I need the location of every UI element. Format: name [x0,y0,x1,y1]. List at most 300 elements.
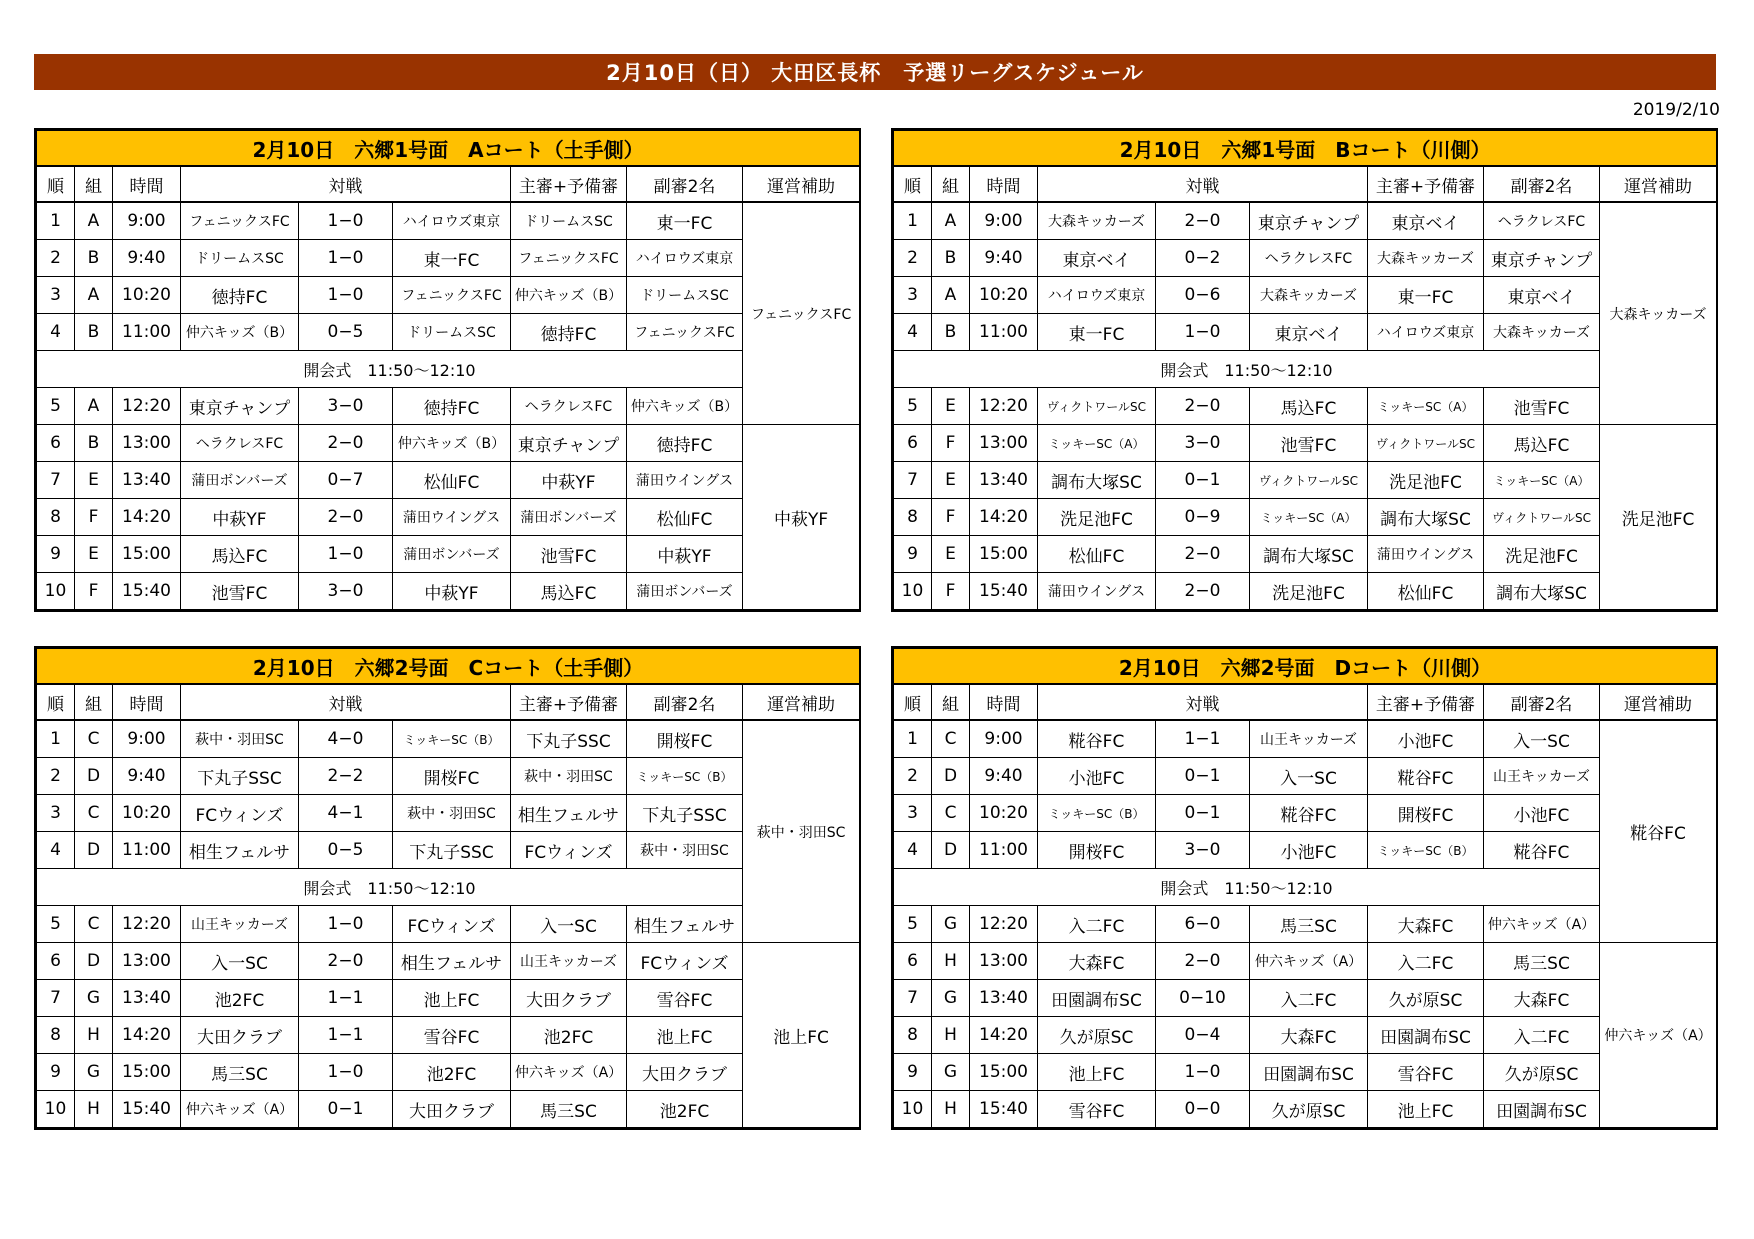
main-referee: 仲六キッズ（B） [511,277,627,314]
match-score: 0−2 [1156,240,1250,277]
match-time: 14:20 [113,499,181,536]
assistant-referees: 入一SC [1484,720,1600,758]
away-team: 池2FC [393,1054,511,1091]
assistant-referees: ミッキーSC（B） [627,758,743,795]
home-team: 田園調布SC [1038,980,1156,1017]
home-team: 糀谷FC [1038,720,1156,758]
away-team: 中萩YF [393,573,511,610]
match-score: 1−0 [299,906,393,943]
support-team: 仲六キッズ（A） [1600,943,1717,1128]
match-group: E [932,462,970,499]
match-group: H [75,1017,113,1054]
match-score: 4−0 [299,720,393,758]
order-header: 順 [37,166,75,202]
main-referee: ミッキーSC（B） [1368,832,1484,869]
group-header: 組 [75,166,113,202]
referee-header: 主審+予備審 [511,166,627,202]
time-header: 時間 [113,166,181,202]
home-team: 洗足池FC [1038,499,1156,536]
main-referee: 池雪FC [511,536,627,573]
home-team: 中萩YF [181,499,299,536]
support-team: 大森キッカーズ [1600,202,1717,425]
assistant-referees: 洗足池FC [1484,536,1600,573]
referee-header: 主審+予備審 [511,684,627,720]
away-team: 相生フェルサ [393,943,511,980]
assistant-referees: ミッキーSC（A） [1484,462,1600,499]
assistant-referees: 糀谷FC [1484,832,1600,869]
table-row [894,388,1717,425]
match-group: F [932,573,970,610]
court-title: 2月10日 六郷1号面 Aコート（土手側） [37,131,860,167]
table-row [894,758,1717,795]
assistant-referees: 調布大塚SC [1484,573,1600,610]
opening-ceremony: 開会式 11:50～12:10 [37,869,743,906]
assistant-referees: 蒲田ウイングス [627,462,743,499]
main-referee: 開桜FC [1368,795,1484,832]
away-team: ドリームスSC [393,314,511,351]
home-team: 大森FC [1038,943,1156,980]
match-score: 2−0 [1156,573,1250,610]
match-order: 1 [37,202,75,240]
match-score: 2−0 [1156,536,1250,573]
match-order: 6 [894,425,932,462]
match-group: B [932,314,970,351]
main-referee: ヴィクトワールSC [1368,425,1484,462]
assistant-referees: 東京ベイ [1484,277,1600,314]
main-referee: 馬込FC [511,573,627,610]
away-team: ヘラクレスFC [1250,240,1368,277]
table-row [894,1091,1717,1128]
assistant-referees: 松仙FC [627,499,743,536]
match-time: 15:40 [113,1091,181,1128]
match-order: 8 [894,499,932,536]
main-referee: 入二FC [1368,943,1484,980]
table-row [37,202,860,240]
match-score: 0−7 [299,462,393,499]
match-time: 9:40 [113,758,181,795]
assistant-referees: フェニックスFC [627,314,743,351]
away-team: 徳持FC [393,388,511,425]
match-order: 9 [894,1054,932,1091]
match-score: 2−0 [299,499,393,536]
match-order: 7 [894,980,932,1017]
away-team: 大田クラブ [393,1091,511,1128]
match-time: 13:40 [970,980,1038,1017]
court-a-schedule [34,128,861,612]
match-order: 5 [37,388,75,425]
match-time: 12:20 [970,906,1038,943]
match-group: E [932,388,970,425]
match-group: H [75,1091,113,1128]
table-row [37,943,860,980]
match-score: 0−1 [1156,758,1250,795]
match-header: 対戦 [1038,166,1368,202]
time-header: 時間 [970,166,1038,202]
match-score: 0−5 [299,832,393,869]
referee-header: 主審+予備審 [1368,684,1484,720]
away-team: 萩中・羽田SC [393,795,511,832]
group-header: 組 [932,166,970,202]
main-referee: ハイロウズ東京 [1368,314,1484,351]
table-row [894,573,1717,610]
match-score: 2−0 [1156,388,1250,425]
main-referee: 入一SC [511,906,627,943]
match-group: E [75,536,113,573]
match-time: 9:00 [113,202,181,240]
match-time: 13:00 [113,943,181,980]
main-referee: 調布大塚SC [1368,499,1484,536]
table-row [37,462,860,499]
opening-ceremony: 開会式 11:50～12:10 [37,351,743,388]
match-group: C [75,720,113,758]
match-order: 5 [894,906,932,943]
match-time: 13:00 [970,943,1038,980]
match-group: H [932,943,970,980]
match-group: A [75,277,113,314]
match-group: E [932,536,970,573]
assistant-referees: 大森FC [1484,980,1600,1017]
match-time: 13:40 [970,462,1038,499]
home-team: 開桜FC [1038,832,1156,869]
table-row [894,943,1717,980]
assistant-referees: 徳持FC [627,425,743,462]
main-referee: 池2FC [511,1017,627,1054]
match-order: 4 [37,832,75,869]
main-referee: 中萩YF [511,462,627,499]
match-score: 0−4 [1156,1017,1250,1054]
table-row [37,720,860,758]
away-team: 雪谷FC [393,1017,511,1054]
home-team: ミッキーSC（B） [1038,795,1156,832]
match-order: 10 [37,573,75,610]
table-row [894,720,1717,758]
assistant-referees: 池雪FC [1484,388,1600,425]
main-referee: 久が原SC [1368,980,1484,1017]
main-referee: ミッキーSC（A） [1368,388,1484,425]
assistant-referees: 馬込FC [1484,425,1600,462]
match-time: 11:00 [970,832,1038,869]
match-time: 11:00 [113,832,181,869]
match-time: 10:20 [113,795,181,832]
match-order: 4 [37,314,75,351]
match-group: E [75,462,113,499]
match-score: 1−0 [1156,314,1250,351]
match-time: 10:20 [970,795,1038,832]
match-time: 9:00 [970,202,1038,240]
match-time: 15:00 [113,536,181,573]
table-row [894,499,1717,536]
away-team: ミッキーSC（B） [393,720,511,758]
support-team: フェニックスFC [743,202,860,425]
match-time: 11:00 [970,314,1038,351]
match-order: 1 [894,202,932,240]
main-referee: 蒲田ボンバーズ [511,499,627,536]
match-score: 1−0 [1156,1054,1250,1091]
match-order: 8 [894,1017,932,1054]
match-order: 2 [37,758,75,795]
main-referee: 東京チャンプ [511,425,627,462]
support-team: 池上FC [743,943,860,1128]
match-order: 4 [894,832,932,869]
match-order: 9 [37,1054,75,1091]
match-score: 1−0 [299,536,393,573]
table-row [37,277,860,314]
match-time: 9:40 [113,240,181,277]
match-group: B [75,314,113,351]
table-row [37,1054,860,1091]
main-referee: 大森FC [1368,906,1484,943]
match-group: C [75,795,113,832]
assistant-referees: 田園調布SC [1484,1091,1600,1128]
home-team: 雪谷FC [1038,1091,1156,1128]
home-team: ハイロウズ東京 [1038,277,1156,314]
home-team: 久が原SC [1038,1017,1156,1054]
match-group: B [75,240,113,277]
assistant-header: 副審2名 [1484,684,1600,720]
match-time: 15:40 [113,573,181,610]
page-title: 2月10日（日） 大田区長杯 予選リーグスケジュール [34,54,1716,90]
match-group: D [932,832,970,869]
home-team: 蒲田ボンバーズ [181,462,299,499]
ceremony-row [37,869,860,906]
away-team: 東京チャンプ [1250,202,1368,240]
assistant-referees: 開桜FC [627,720,743,758]
home-team: 入一SC [181,943,299,980]
match-group: H [932,1017,970,1054]
away-team: 東一FC [393,240,511,277]
support-header: 運営補助 [1600,684,1717,720]
assistant-referees: 大田クラブ [627,1054,743,1091]
assistant-referees: 山王キッカーズ [1484,758,1600,795]
match-group: F [932,425,970,462]
schedule-table [36,648,860,1128]
match-score: 0−1 [1156,462,1250,499]
match-score: 0−1 [1156,795,1250,832]
match-score: 2−2 [299,758,393,795]
away-team: フェニックスFC [393,277,511,314]
match-order: 10 [894,1091,932,1128]
schedule-table [893,130,1717,610]
away-team: 池上FC [393,980,511,1017]
main-referee: 東京ベイ [1368,202,1484,240]
match-time: 9:40 [970,240,1038,277]
assistant-referees: 入二FC [1484,1017,1600,1054]
main-referee: 池上FC [1368,1091,1484,1128]
ceremony-row [37,351,860,388]
match-time: 15:40 [970,573,1038,610]
match-time: 11:00 [113,314,181,351]
group-header: 組 [932,684,970,720]
match-order: 7 [37,980,75,1017]
home-team: FCウィンズ [181,795,299,832]
home-team: 山王キッカーズ [181,906,299,943]
table-row [37,499,860,536]
home-team: 入二FC [1038,906,1156,943]
match-group: C [932,795,970,832]
match-group: A [75,388,113,425]
match-group: A [932,277,970,314]
away-team: 洗足池FC [1250,573,1368,610]
home-team: 馬三SC [181,1054,299,1091]
home-team: 小池FC [1038,758,1156,795]
match-time: 10:20 [970,277,1038,314]
away-team: 田園調布SC [1250,1054,1368,1091]
match-time: 12:20 [113,388,181,425]
main-referee: 蒲田ウイングス [1368,536,1484,573]
time-header: 時間 [113,684,181,720]
referee-header: 主審+予備審 [1368,166,1484,202]
away-team: 久が原SC [1250,1091,1368,1128]
match-order: 5 [37,906,75,943]
match-group: G [75,1054,113,1091]
match-group: H [932,1091,970,1128]
match-order: 1 [37,720,75,758]
match-group: G [932,1054,970,1091]
match-order: 10 [37,1091,75,1128]
support-header: 運営補助 [743,166,860,202]
home-team: 大田クラブ [181,1017,299,1054]
match-score: 2−0 [299,943,393,980]
assistant-referees: 馬三SC [1484,943,1600,980]
home-team: 下丸子SSC [181,758,299,795]
table-row [894,314,1717,351]
match-time: 9:40 [970,758,1038,795]
table-row [37,906,860,943]
assistant-referees: ヴィクトワールSC [1484,499,1600,536]
match-score: 4−1 [299,795,393,832]
match-header: 対戦 [181,166,511,202]
main-referee: 仲六キッズ（A） [511,1054,627,1091]
support-header: 運営補助 [743,684,860,720]
assistant-referees: 下丸子SSC [627,795,743,832]
away-team: 東京ベイ [1250,314,1368,351]
match-time: 12:20 [970,388,1038,425]
main-referee: 小池FC [1368,720,1484,758]
match-order: 3 [37,795,75,832]
home-team: ヘラクレスFC [181,425,299,462]
match-order: 2 [894,758,932,795]
match-time: 13:00 [970,425,1038,462]
table-row [37,573,860,610]
match-score: 3−0 [299,388,393,425]
ceremony-row [894,869,1717,906]
table-row [37,314,860,351]
court-c-schedule [34,646,861,1130]
away-team: ミッキーSC（A） [1250,499,1368,536]
main-referee: 松仙FC [1368,573,1484,610]
opening-ceremony: 開会式 11:50～12:10 [894,351,1600,388]
match-group: G [75,980,113,1017]
document-date: 2019/2/10 [1632,100,1720,120]
home-team: 東京ベイ [1038,240,1156,277]
table-row [37,758,860,795]
main-referee: 萩中・羽田SC [511,758,627,795]
match-group: D [75,758,113,795]
table-row [37,536,860,573]
match-header: 対戦 [181,684,511,720]
main-referee: ドリームスSC [511,202,627,240]
home-team: 池上FC [1038,1054,1156,1091]
match-score: 2−0 [1156,202,1250,240]
main-referee: フェニックスFC [511,240,627,277]
away-team: 開桜FC [393,758,511,795]
home-team: ヴィクトワールSC [1038,388,1156,425]
match-order: 7 [37,462,75,499]
assistant-referees: 蒲田ボンバーズ [627,573,743,610]
assistant-header: 副審2名 [627,684,743,720]
table-row [894,462,1717,499]
match-order: 3 [894,795,932,832]
table-row [894,1017,1717,1054]
table-row [894,795,1717,832]
home-team: 仲六キッズ（B） [181,314,299,351]
match-time: 15:00 [970,1054,1038,1091]
match-score: 0−5 [299,314,393,351]
main-referee: 糀谷FC [1368,758,1484,795]
away-team: 大森キッカーズ [1250,277,1368,314]
assistant-referees: FCウィンズ [627,943,743,980]
assistant-header: 副審2名 [1484,166,1600,202]
match-time: 15:00 [970,536,1038,573]
away-team: 池雪FC [1250,425,1368,462]
home-team: 徳持FC [181,277,299,314]
assistant-referees: 東京チャンプ [1484,240,1600,277]
assistant-referees: 東一FC [627,202,743,240]
home-team: 池2FC [181,980,299,1017]
away-team: 大森FC [1250,1017,1368,1054]
match-time: 9:00 [113,720,181,758]
away-team: 仲六キッズ（B） [393,425,511,462]
home-team: 大森キッカーズ [1038,202,1156,240]
order-header: 順 [894,166,932,202]
match-order: 7 [894,462,932,499]
match-group: G [932,906,970,943]
assistant-referees: ヘラクレスFC [1484,202,1600,240]
match-order: 2 [894,240,932,277]
court-title: 2月10日 六郷1号面 Bコート（川側） [894,131,1717,167]
match-group: A [75,202,113,240]
assistant-referees: 中萩YF [627,536,743,573]
table-row [37,1091,860,1128]
main-referee: ヘラクレスFC [511,388,627,425]
home-team: 東京チャンプ [181,388,299,425]
assistant-referees: 雪谷FC [627,980,743,1017]
match-time: 9:00 [970,720,1038,758]
match-group: B [75,425,113,462]
assistant-referees: 池上FC [627,1017,743,1054]
away-team: 蒲田ウイングス [393,499,511,536]
table-row [894,906,1717,943]
match-order: 9 [37,536,75,573]
match-score: 1−0 [299,202,393,240]
main-referee: 大田クラブ [511,980,627,1017]
schedule-table [36,130,860,610]
match-group: D [932,758,970,795]
assistant-referees: 久が原SC [1484,1054,1600,1091]
match-group: B [932,240,970,277]
match-group: F [932,499,970,536]
match-order: 2 [37,240,75,277]
court-b-schedule [891,128,1718,612]
support-header: 運営補助 [1600,166,1717,202]
match-time: 15:40 [970,1091,1038,1128]
match-order: 4 [894,314,932,351]
away-team: 仲六キッズ（A） [1250,943,1368,980]
match-order: 3 [894,277,932,314]
away-team: 入二FC [1250,980,1368,1017]
schedule-table [893,648,1717,1128]
order-header: 順 [37,684,75,720]
